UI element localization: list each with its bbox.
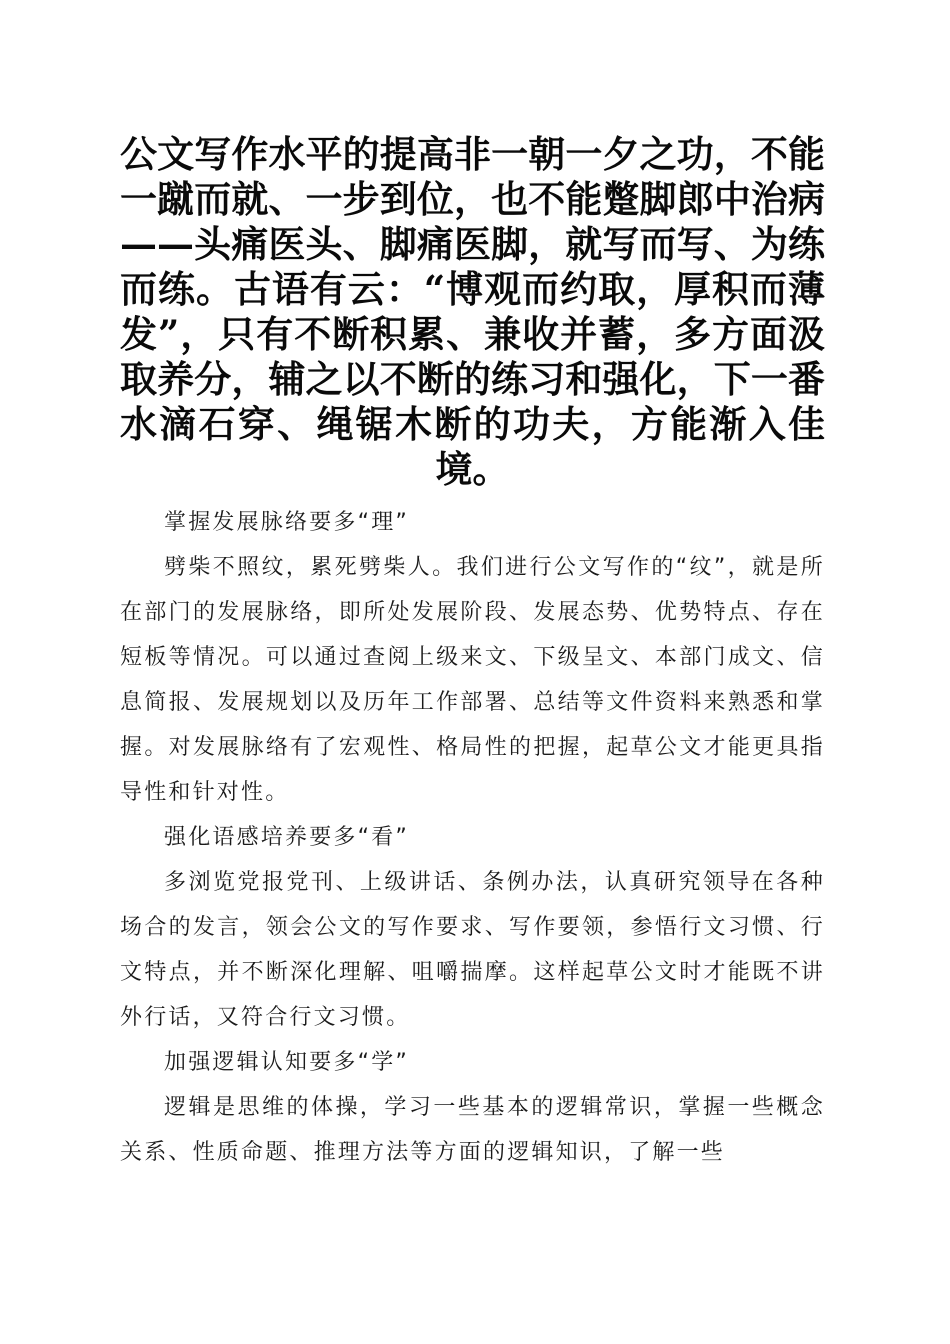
section-paragraph: 多浏览党报党刊、上级讲话、条例办法，认真研究领导在各种场合的发言，领会公文的写作要求、写作要领，参悟行文习惯、行文特点，并不断深化理解、咀嚼揣摩。这样起草公文时才能既不讲外行话，又符合行文习惯。 (120, 870, 825, 1030)
section-heading: 强化语感培养要多“看” (164, 825, 409, 850)
section-heading: 加强逻辑认知要多“学” (164, 1050, 409, 1075)
section-heading: 掌握发展脉络要多“理” (164, 510, 409, 535)
section-paragraph: 劈柴不照纹，累死劈柴人。我们进行公文写作的“纹”，就是所在部门的发展脉络，即所处发展阶段、发展态势、优势特点、存在短板等情况。可以通过查阅上级来文、下级呈文、本部门成文、信息简报、发展规划以及历年工作部署、总结等文件资料来熟悉和掌握。对发展脉络有了宏观性、格局性的把握，起草公文才能更具指导性和针对性。 (120, 555, 825, 805)
document-title: 公文写作水平的提高非一朝一夕之功，不能一蹴而就、一步到位，也不能蹩脚郎中治病——头痛医头、脚痛医脚，就写而写、为练而练。古语有云：“博观而约取，厚积而薄发”，只有不断积累、兼收并蓄，多方面汲取养分，辅之以不断的练习和强化，下一番水滴石穿、绳锯木断的功夫，方能渐入佳境。 (120, 132, 825, 491)
document-body (120, 500, 825, 1175)
section-paragraph: 逻辑是思维的体操，学习一些基本的逻辑常识，掌握一些概念关系、性质命题、推理方法等方面的逻辑知识，了解一些 (120, 1095, 825, 1165)
